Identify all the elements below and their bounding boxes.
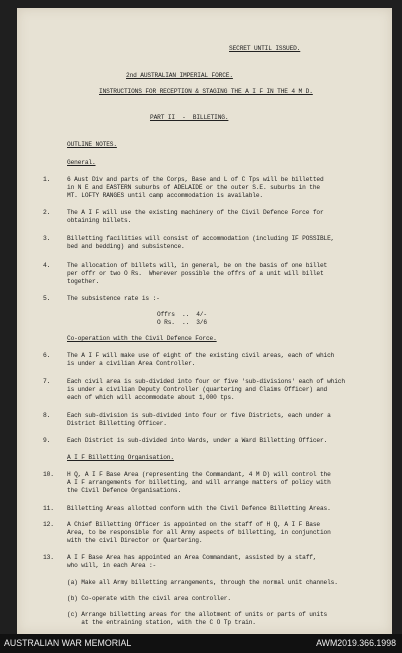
paragraph-line: Area, to be responsible for all Army aspects of billetting, in conjunction [67, 529, 331, 536]
paragraph-line: who will, in each Area :- [67, 562, 157, 569]
paragraph-line: MT. LOFTY RANGES until camp accommodation is available. [67, 192, 263, 199]
footer-institution: AUSTRALIAN WAR MEMORIAL [4, 638, 132, 648]
document-title: 2nd AUSTRALIAN IMPERIAL FORCE. [126, 72, 233, 79]
paragraph-line: each of which will accommodate about 1,000 tps. [67, 394, 235, 401]
paragraph-number: 2. [43, 209, 51, 216]
paragraph-line: Billetting Areas allotted conform with the Civil Defence Billetting Areas. [67, 505, 331, 512]
paragraph-line: District Billetting Officer. [67, 420, 167, 427]
document-subtitle: INSTRUCTIONS FOR RECEPTION & STAGING THE A I F IN THE 4 M D. [99, 88, 313, 95]
paragraph-line: obtaining billets. [67, 217, 132, 224]
paragraph-line: is under a civilian Deputy Controller (quartering and Claims Officer) and [67, 386, 328, 393]
paragraph-number: 7. [43, 378, 51, 385]
paragraph-number: 12. [43, 521, 54, 528]
paragraph-line: the Civil Defence Organisations. [67, 487, 182, 494]
paragraph-number: 11. [43, 505, 54, 512]
classification-label: SECRET UNTIL ISSUED. [229, 45, 301, 52]
part-heading: PART II - BILLETING. [150, 114, 229, 121]
paragraph-line: Billetting facilities will consist of accommodation (including IF POSSIBLE, [67, 235, 335, 242]
paragraph-number: 6. [43, 352, 51, 359]
paragraph-line: A Chief Billetting Officer is appointed on the staff of H Q, A I F Base [67, 521, 320, 528]
subparagraph-c: (c) Arrange billetting areas for the allotment of units or parts of units [67, 611, 328, 618]
paragraph-number: 13. [43, 554, 54, 561]
paragraph-line: Each sub-division is sub-divided into four or five Districts, each under a [67, 412, 331, 419]
paragraph-line: The A I F will make use of eight of the existing civil areas, each of which [67, 352, 335, 359]
paragraph-number: 10. [43, 471, 54, 478]
rate-officers: Offrs .. 4/- [157, 311, 207, 318]
paragraph-line: The subsistence rate is :- [67, 295, 160, 302]
subparagraph-b: (b) Co-operate with the civil area controller. [67, 595, 231, 602]
paragraph-line: with the civil Director or Quartering. [67, 537, 203, 544]
paragraph-line: Each civil area is sub-divided into four or five 'sub-divisions' each of which [67, 378, 345, 385]
paragraph-number: 8. [43, 412, 51, 419]
paragraph-number: 1. [43, 176, 51, 183]
paragraph-line: The A I F will use the existing machinery of the Civil Defence Force for [67, 209, 324, 216]
subparagraph-c-continued: at the entraining station, with the C O Tp train. [67, 619, 256, 626]
paragraph-line: together. [67, 278, 100, 285]
general-heading: General. [67, 159, 96, 166]
subparagraph-a: (a) Make all Army billetting arrangements, through the normal unit channels. [67, 579, 338, 586]
paragraph-number: 3. [43, 235, 51, 242]
paragraph-line: 6 Aust Div and parts of the Corps, Base and L of C Tps will be billetted [67, 176, 324, 183]
paragraph-line: Each District is sub-divided into Wards, under a Ward Billetting Officer. [67, 437, 328, 444]
rate-other-ranks: O Rs. .. 3/6 [157, 319, 207, 326]
outline-notes-heading: OUTLINE NOTES. [67, 141, 117, 148]
coop-heading: Co-operation with the Civil Defence Force. [67, 335, 217, 342]
document-page [17, 8, 392, 634]
paragraph-number: 5. [43, 295, 51, 302]
document-text [17, 8, 392, 634]
aif-organisation-heading: A I F Billetting Organisation. [67, 454, 174, 461]
paragraph-number: 9. [43, 437, 51, 444]
paragraph-line: The allocation of billets will, in general, be on the basis of one billet [67, 262, 328, 269]
paragraph-line: in N E and EASTERN suburbs of ADELAIDE or the outer S.E. suburbs in the [67, 184, 320, 191]
paragraph-line: bed and bedding) and subsistence. [67, 243, 185, 250]
archive-footer [0, 634, 402, 653]
paragraph-line: A I F arrangements for billetting, and will arrange matters of policy with [67, 479, 331, 486]
paragraph-line: per offr or two O Rs. Wherever possible the offrs of a unit will billet [67, 270, 324, 277]
footer-accession-number: AWM2019.366.1998 [316, 638, 396, 648]
paragraph-line: H Q, A I F Base Area (representing the Commandant, 4 M D) will control the [67, 471, 331, 478]
paragraph-number: 4. [43, 262, 51, 269]
paragraph-line: is under a civilian Area Controller. [67, 360, 196, 367]
paragraph-line: A I F Base Area has appointed an Area Commandant, assisted by a staff, [67, 554, 317, 561]
